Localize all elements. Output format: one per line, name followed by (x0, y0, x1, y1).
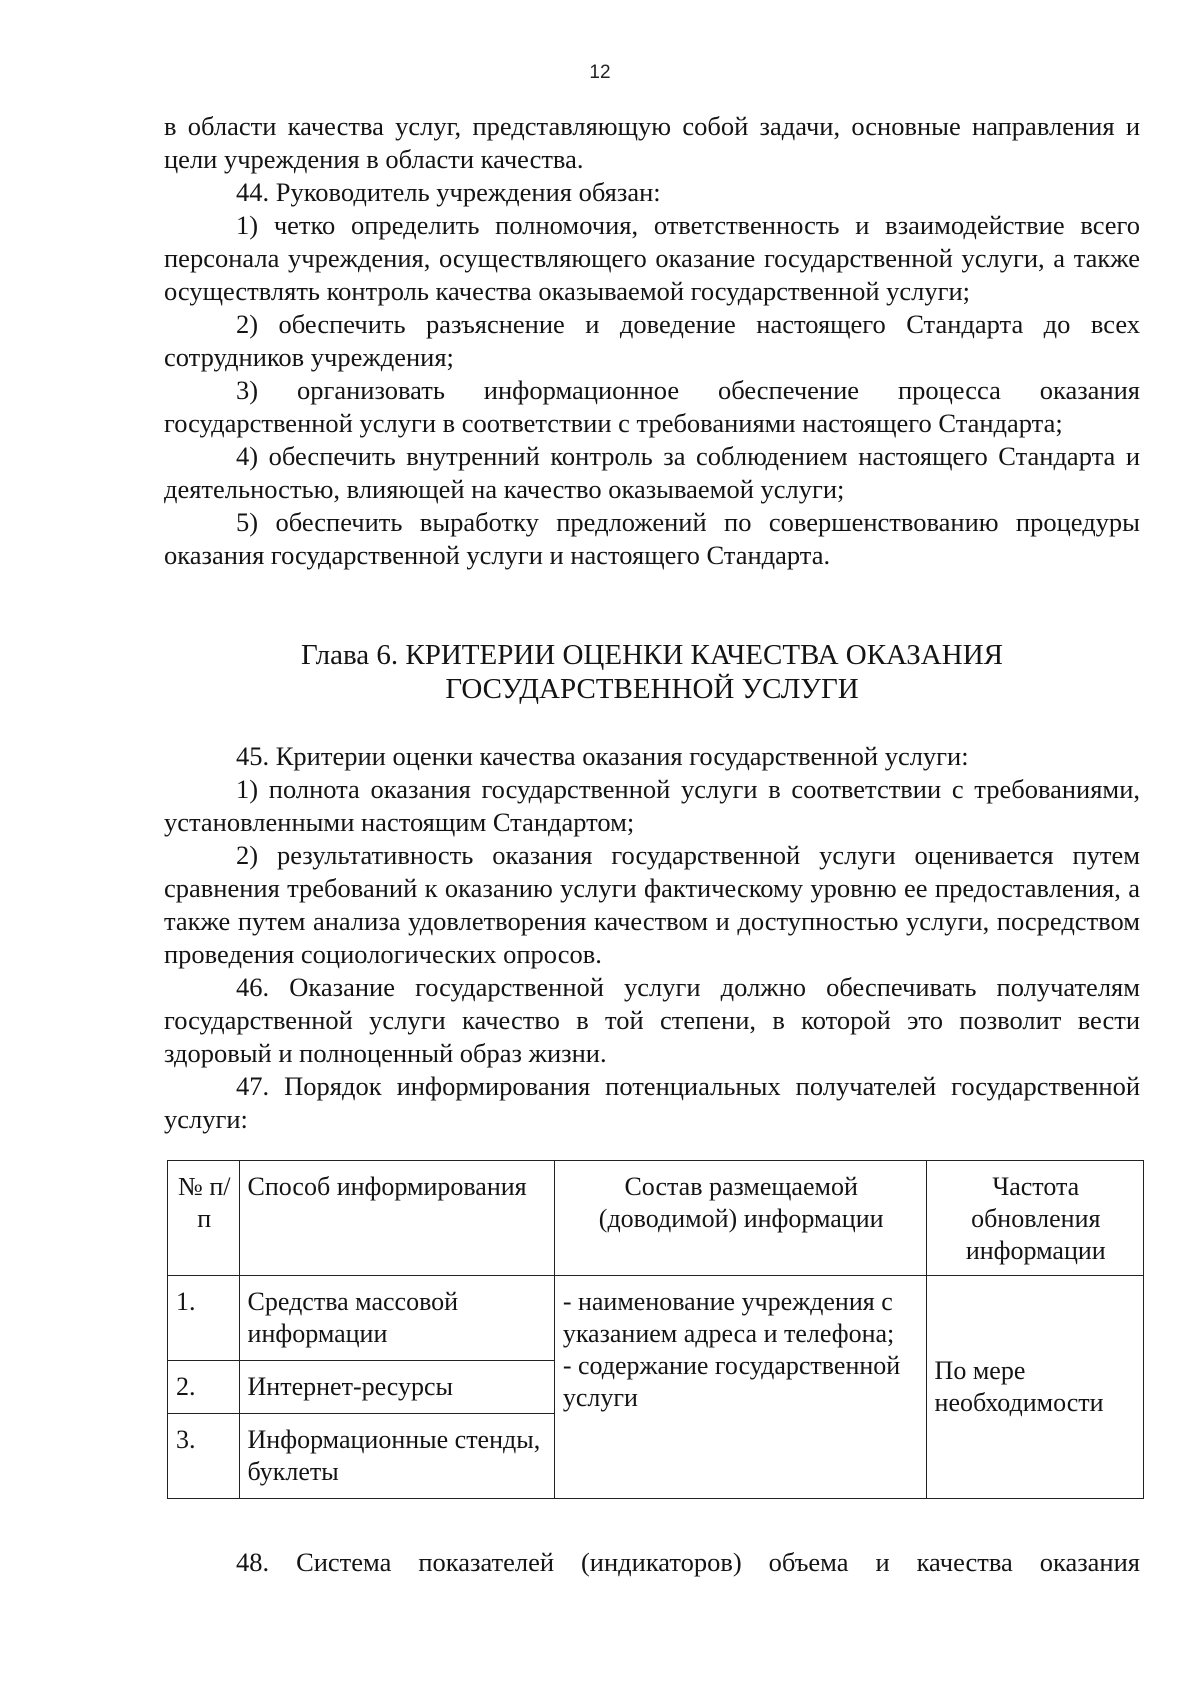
shared-frequency-cell: По мере необходимости (926, 1276, 1143, 1499)
page-number: 12 (589, 62, 611, 83)
paragraph: в области качества услуг, представляющую собой задачи, основные направления и цели учреждения в области качества. (164, 111, 1140, 174)
shared-content-cell (554, 1276, 926, 1499)
paragraph: 1) четко определить полномочия, ответственность и взаимодействие всего персонала учреждения, осуществляющего оказание государственной услуги, а также осуществлять контроль качества оказываемой государственной услуги; (164, 210, 1140, 306)
paragraph: 47. Порядок информирования потенциальных получателей государственной услуги: (164, 1071, 1140, 1134)
paragraph: 46. Оказание государственной услуги должно обеспечивать получателям государственной услуги качество в той степени, в которой это позволит вести здоровый и полноценный образ жизни. (164, 972, 1140, 1068)
header-content: Состав размещаемой (доводимой) информации (554, 1161, 926, 1276)
chapter-title-line: ГОСУДАРСТВЕННОЙ УСЛУГИ (445, 673, 859, 705)
table-row (168, 1276, 1144, 1361)
chapter-title-line: Глава 6. КРИТЕРИИ ОЦЕНКИ КАЧЕСТВА ОКАЗАНИЯ (301, 639, 1003, 671)
paragraph: 45. Критерии оценки качества оказания государственной услуги: (236, 741, 969, 771)
chapter-title (164, 638, 1140, 706)
paragraph: 1) полнота оказания государственной услуги в соответствии с требованиями, установленными настоящим Стандартом; (164, 774, 1140, 837)
row-num: 1. (168, 1276, 240, 1361)
row-num: 2. (168, 1361, 240, 1414)
header-method: Способ информирования (239, 1161, 554, 1276)
row-method: Интернет-ресурсы (239, 1361, 554, 1414)
paragraph: 44. Руководитель учреждения обязан: (236, 177, 661, 207)
middle-text-block (164, 740, 1140, 1136)
paragraph-bottom: 48. Система показателей (индикаторов) объема и качества оказания (236, 1547, 1140, 1577)
top-text-block (164, 110, 1140, 572)
header-frequency: Частота обновления информации (926, 1161, 1143, 1276)
row-method: Средства массовой информации (239, 1276, 554, 1361)
paragraph: 2) обеспечить разъяснение и доведение настоящего Стандарта до всех сотрудников учреждения; (164, 309, 1140, 372)
row-num: 3. (168, 1414, 240, 1499)
table-header-row (168, 1161, 1144, 1276)
paragraph: 3) организовать информационное обеспечение процесса оказания государственной услуги в соответствии с требованиями настоящего Стандарта; (164, 375, 1140, 438)
content-line: - наименование учреждения с указанием адреса и телефона; (562, 1287, 895, 1348)
content-line: - содержание государственной услуги (562, 1351, 901, 1412)
paragraph: 5) обеспечить выработку предложений по совершенствованию процедуры оказания государственной услуги и настоящего Стандарта. (164, 507, 1140, 570)
information-table (167, 1160, 1144, 1499)
header-num: № п/п (168, 1161, 240, 1276)
paragraph: 4) обеспечить внутренний контроль за соблюдением настоящего Стандарта и деятельностью, влияющей на качество оказываемой услуги; (164, 441, 1140, 504)
row-method: Информационные стенды, буклеты (239, 1414, 554, 1499)
paragraph: 2) результативность оказания государственной услуги оценивается путем сравнения требований к оказанию услуги фактическому уровню ее предоставления, а также путем анализа удовлетворения качеством и доступностью услуги, посредством проведения социологических опросов. (164, 840, 1140, 969)
